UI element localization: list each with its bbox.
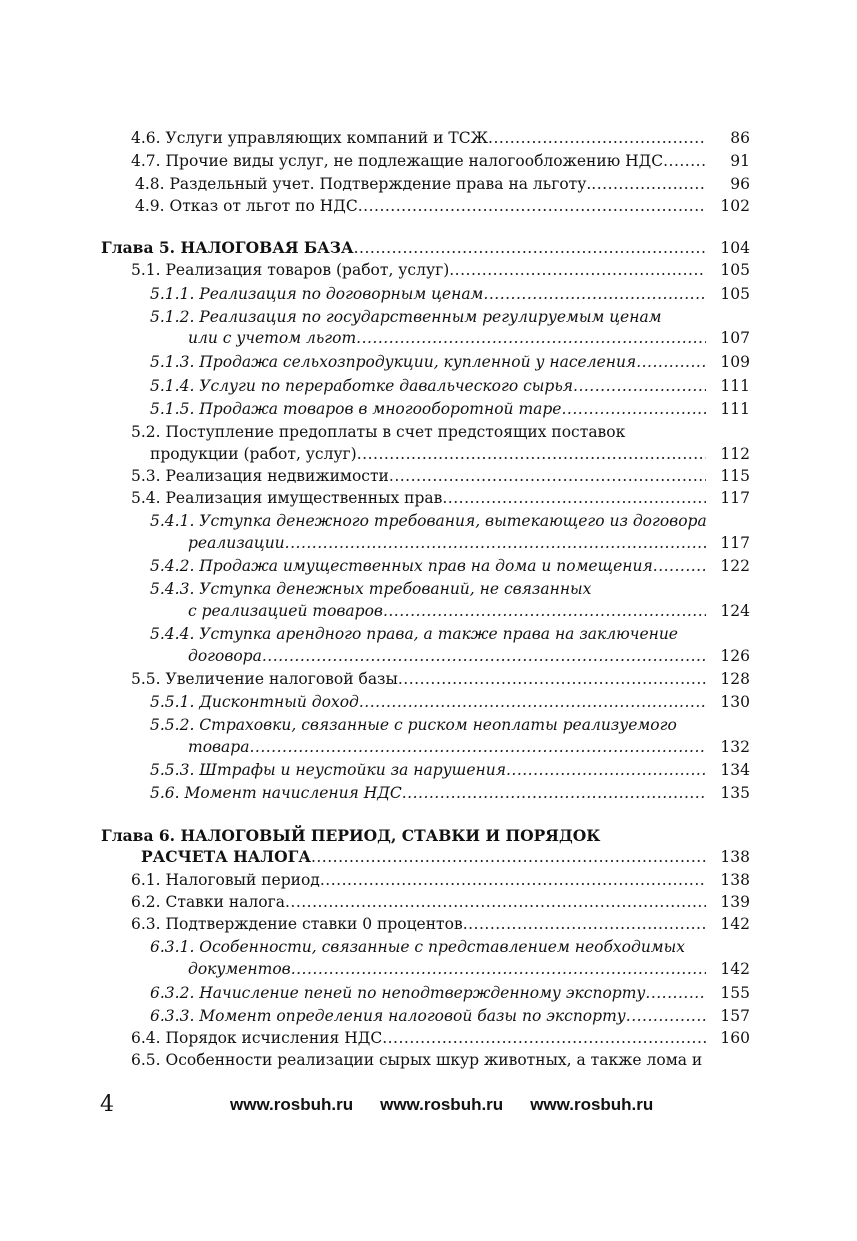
toc-entry-title: с реализацией товаров bbox=[188, 602, 383, 620]
toc-entry-title: 4.9. Отказ от льгот по НДС bbox=[135, 197, 358, 215]
toc-entry bbox=[0, 150, 857, 172]
toc-entry-title: 5.4.3. Уступка денежных требований, не связанных bbox=[150, 580, 592, 598]
toc-subentry bbox=[0, 714, 857, 736]
toc-entry bbox=[0, 1049, 857, 1071]
toc-chapter bbox=[0, 825, 857, 847]
toc-entry-title: 6.3.1. Особенности, связанные с представлением необходимых bbox=[150, 938, 686, 956]
toc-entry-title: 6.3. Подтверждение ставки 0 процентов bbox=[131, 915, 463, 933]
toc-subentry bbox=[0, 351, 857, 373]
toc-entry-page: 105 bbox=[720, 285, 750, 303]
toc-entry-title: 5.4.2. Продажа имущественных прав на дома и помещения bbox=[150, 557, 653, 575]
toc-entry-page: 122 bbox=[720, 557, 750, 575]
toc-entry bbox=[0, 465, 857, 487]
toc-entry-page: 142 bbox=[720, 915, 750, 933]
toc-entry-title: 6.5. Особенности реализации сырых шкур животных, а также лома и bbox=[131, 1051, 703, 1069]
toc-entry-title: продукции (работ, услуг) bbox=[150, 445, 357, 463]
toc-entry bbox=[0, 913, 857, 935]
toc-entry-page: 112 bbox=[720, 445, 750, 463]
toc-entry-page: 138 bbox=[720, 848, 750, 866]
toc-subentry bbox=[0, 578, 857, 600]
toc-entry-page: 142 bbox=[720, 960, 750, 978]
toc-entry bbox=[0, 891, 857, 913]
toc-entry-title: 6.3.3. Момент определения налоговой базы по экспорту bbox=[150, 1007, 626, 1025]
toc-entry bbox=[0, 668, 857, 690]
toc-entry bbox=[0, 421, 857, 443]
toc-entry-page: 139 bbox=[720, 893, 750, 911]
toc-entry-cont bbox=[0, 443, 857, 465]
toc-entry-page: 138 bbox=[720, 871, 750, 889]
toc-entry-page: 160 bbox=[720, 1029, 750, 1047]
toc-entry-page: 115 bbox=[720, 467, 750, 485]
toc-entry-page: 134 bbox=[720, 761, 750, 779]
footer-url: www.rosbuh.ru bbox=[380, 1095, 504, 1114]
toc-chapter-cont bbox=[0, 846, 857, 868]
toc-subentry bbox=[0, 691, 857, 713]
toc-subentry bbox=[0, 375, 857, 397]
toc-entry-page: 124 bbox=[720, 602, 750, 620]
footer-links bbox=[230, 1094, 680, 1116]
toc-entry-page: 102 bbox=[720, 197, 750, 215]
toc-chapter-title: Глава 5. НАЛОГОВАЯ БАЗА bbox=[101, 238, 354, 257]
toc-entry-title: 6.2. Ставки налога bbox=[131, 893, 285, 911]
toc-entry-title: 5.4.4. Уступка арендного права, а также права на заключение bbox=[150, 625, 678, 643]
toc-entry-page: 105 bbox=[720, 261, 750, 279]
toc-subentry-cont bbox=[0, 736, 857, 758]
toc-entry-page: 111 bbox=[720, 400, 750, 418]
toc-chapter bbox=[0, 237, 857, 259]
toc-chapter-title: Глава 6. НАЛОГОВЫЙ ПЕРИОД, СТАВКИ И ПОРЯДОК bbox=[101, 826, 601, 845]
toc-entry-page: 132 bbox=[720, 738, 750, 756]
toc-entry bbox=[0, 127, 857, 149]
toc-subentry bbox=[0, 283, 857, 305]
toc-entry-page: 86 bbox=[730, 129, 750, 147]
toc-entry-page: 117 bbox=[720, 489, 750, 507]
toc-entry-page: 111 bbox=[720, 377, 750, 395]
toc-subentry bbox=[0, 782, 857, 804]
toc-subentry bbox=[0, 1005, 857, 1027]
toc-entry-title: 5.3. Реализация недвижимости bbox=[131, 467, 389, 485]
footer-url: www.rosbuh.ru bbox=[230, 1095, 354, 1114]
toc-entry-title: 5.2. Поступление предоплаты в счет предстоящих поставок bbox=[131, 423, 626, 441]
toc-entry-title: договора bbox=[188, 647, 262, 665]
toc-entry-page: 126 bbox=[720, 647, 750, 665]
toc-subentry-cont bbox=[0, 958, 857, 980]
toc-subentry bbox=[0, 306, 857, 328]
toc-entry-page: 109 bbox=[720, 353, 750, 371]
toc-entry bbox=[0, 869, 857, 891]
toc-entry-title: 5.1.2. Реализация по государственным регулируемым ценам bbox=[150, 308, 662, 326]
toc-entry-page: 96 bbox=[730, 175, 750, 193]
toc-subentry bbox=[0, 510, 857, 532]
footer-url: www.rosbuh.ru bbox=[530, 1095, 654, 1114]
toc-entry-title: или с учетом льгот bbox=[188, 329, 357, 347]
toc-entry-page: 104 bbox=[720, 239, 750, 257]
toc-entry-page: 91 bbox=[730, 152, 750, 170]
toc-subentry bbox=[0, 398, 857, 420]
toc-entry bbox=[0, 195, 857, 217]
toc-subentry bbox=[0, 623, 857, 645]
toc-entry-page: 128 bbox=[720, 670, 750, 688]
toc-entry-title: 5.1.4. Услуги по переработке давальческого сырья bbox=[150, 377, 574, 395]
toc-entry-title: 6.1. Налоговый период bbox=[131, 871, 320, 889]
toc-entry-page: 155 bbox=[720, 984, 750, 1002]
toc-entry bbox=[0, 487, 857, 509]
toc-entry-title: 5.5. Увеличение налоговой базы bbox=[131, 670, 398, 688]
toc-subentry-cont bbox=[0, 600, 857, 622]
toc-subentry bbox=[0, 936, 857, 958]
toc-entry-title: 6.3.2. Начисление пеней по неподтвержденному экспорту bbox=[150, 984, 646, 1002]
toc-subentry bbox=[0, 982, 857, 1004]
page-number: 4 bbox=[100, 1092, 114, 1117]
toc-entry-title: 5.5.3. Штрафы и неустойки за нарушения bbox=[150, 761, 506, 779]
toc-entry-title: 5.1.3. Продажа сельхозпродукции, купленной у населения bbox=[150, 353, 637, 371]
toc-entry-title: 5.6. Момент начисления НДС bbox=[150, 784, 402, 802]
toc-entry-title: документов bbox=[188, 960, 291, 978]
toc-entry-page: 117 bbox=[720, 534, 750, 552]
toc-entry-title: 4.6. Услуги управляющих компаний и ТСЖ bbox=[131, 129, 489, 147]
toc-entry-page: 130 bbox=[720, 693, 750, 711]
toc-entry-title: 5.4. Реализация имущественных прав bbox=[131, 489, 443, 507]
toc-entry-title: 5.1.1. Реализация по договорным ценам bbox=[150, 285, 484, 303]
toc-entry bbox=[0, 259, 857, 281]
toc-entry bbox=[0, 173, 857, 195]
toc-entry-page: 107 bbox=[720, 329, 750, 347]
toc-entry bbox=[0, 1027, 857, 1049]
toc-entry-title: реализации bbox=[188, 534, 285, 552]
toc-entry-title: 5.4.1. Уступка денежного требования, вытекающего из договора bbox=[150, 512, 707, 530]
toc-entry-title: 5.5.1. Дисконтный доход bbox=[150, 693, 359, 711]
toc-chapter-title: РАСЧЕТА НАЛОГА bbox=[141, 847, 311, 866]
toc-entry-title: 5.1.5. Продажа товаров в многооборотной таре bbox=[150, 400, 562, 418]
toc-subentry bbox=[0, 759, 857, 781]
toc-subentry-cont bbox=[0, 645, 857, 667]
toc-entry-page: 157 bbox=[720, 1007, 750, 1025]
toc-entry-page: 135 bbox=[720, 784, 750, 802]
toc-entry-title: 5.1. Реализация товаров (работ, услуг) bbox=[131, 261, 450, 279]
toc-subentry-cont bbox=[0, 532, 857, 554]
toc-entry-title: 6.4. Порядок исчисления НДС bbox=[131, 1029, 383, 1047]
toc-entry-title: 5.5.2. Страховки, связанные с риском неоплаты реализуемого bbox=[150, 716, 677, 734]
toc-subentry-cont bbox=[0, 327, 857, 349]
toc-entry-title: 4.8. Раздельный учет. Подтверждение права на льготу. bbox=[135, 175, 592, 193]
toc-entry-title: 4.7. Прочие виды услуг, не подлежащие налогообложению НДС bbox=[131, 152, 664, 170]
toc-entry-title: товара bbox=[188, 738, 250, 756]
toc-subentry bbox=[0, 555, 857, 577]
